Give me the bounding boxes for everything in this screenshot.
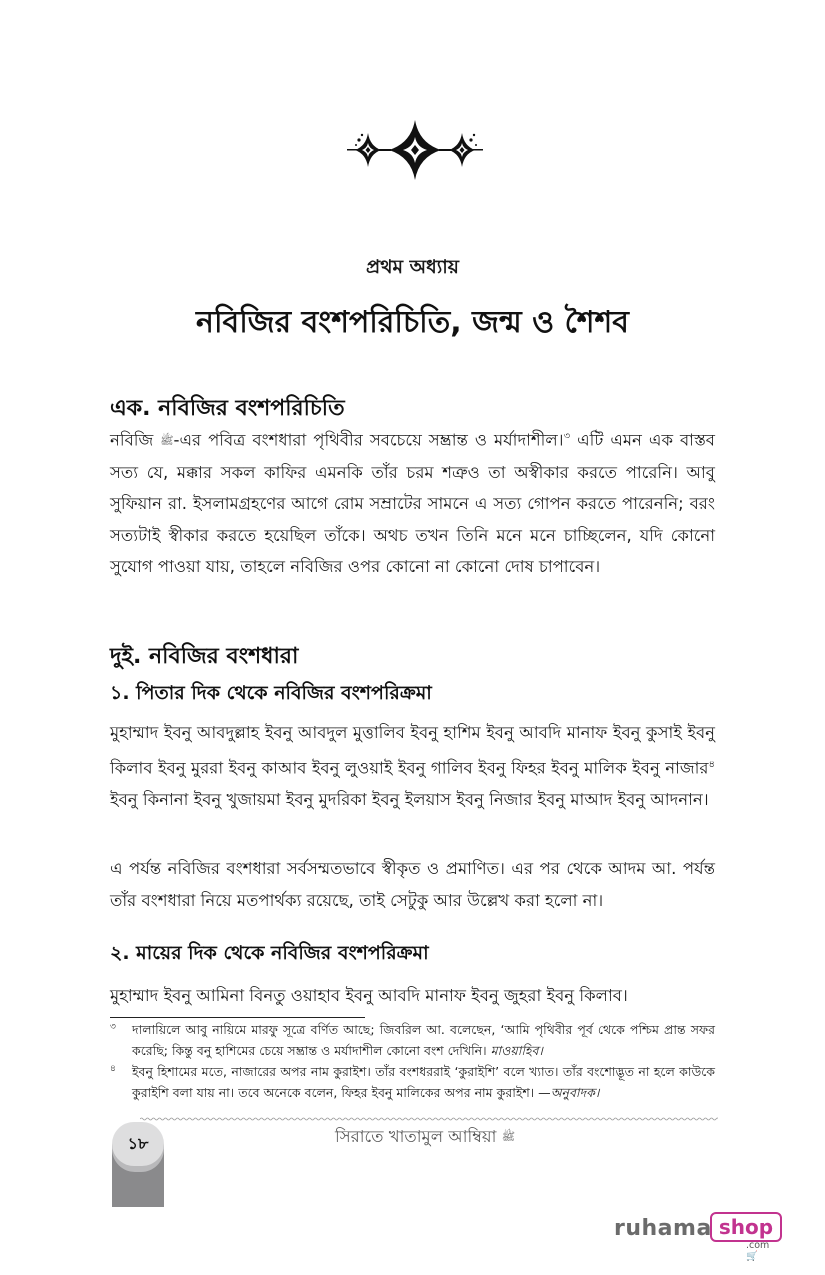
footnotes: [110, 1019, 715, 1103]
lineage-paragraph: [110, 717, 715, 815]
four-point-star-ornament-icon: [345, 115, 485, 185]
footnote-mark: ৪: [110, 1064, 116, 1074]
salawat-calligraphy-icon: ﷺ: [160, 434, 174, 448]
footnote-source: মাওয়াহিব।: [490, 1043, 543, 1058]
footnote-source: অনুবাদক।: [550, 1085, 600, 1100]
footnote-text: [132, 1019, 715, 1061]
paragraph-text: ইবনু কিনানা ইবনু খুজায়মা ইবনু মুদরিকা ইবনু ইলয়াস ইবনু নিজার ইবনু মাআদ ইবনু আদনান।: [110, 789, 709, 809]
section-paragraph: এ পর্যন্ত নবিজির বংশধারা সর্বসম্মতভাবে স্বীকৃত ও প্রমাণিত। এর পর থেকে আদম আ. পর্যন্ত তাঁর বংশধারা নিয়ে মতপার্থক্য রয়েছে, তাই সেটুকু আর উল্লেখ করা হলো না।: [110, 859, 715, 910]
logo-brand-part1: ruhama: [614, 1216, 712, 1241]
page-tab-circle: [112, 1122, 164, 1166]
page-number: ১৮: [127, 1133, 149, 1153]
paragraph-text: মুহাম্মাদ ইবনু আবদুল্লাহ ইবনু আবদুল মুত্তালিব ইবনু হাশিম ইবনু আবদি মানাফ ইবনু কুসাই ইবনু কিলাব ইবনু মুররা ইবনু কাআব ইবনু লুওয়াই ইবনু গালিব ইবনু ফিহর ইবনু মালিক ইবনু নাজার: [110, 723, 715, 777]
footnote-mark: ৩: [110, 1022, 116, 1032]
ruhamashop-logo: [614, 1210, 784, 1262]
running-title-text: সিরাতে খাতামুল আম্বিয়া: [335, 1127, 497, 1146]
paragraph-text: নবিজি: [110, 430, 161, 450]
section-heading: এক. নবিজির বংশপরিচিতি: [110, 396, 345, 421]
paragraph-text: এটি এমন এক বাস্তব সত্য যে, মক্কার সকল কাফির এমনকি তাঁর চরম শত্রুও তা অস্বীকার করতে পারেনি। আবু সুফিয়ান রা. ইসলামগ্রহণের আগে রোম সম্রাটের সামনে এ সত্য গোপন করতে পারেননি; বরং সত্যটাই স্বীকার করতে হয়েছিল তাঁকে। অথচ তখন তিনি মনে মনে চাচ্ছিলেন, যদি কোনো সুযোগ পাওয়া যায়, তাহলে নবিজির ওপর কোনো না কোনো দোষ চাপাবেন।: [110, 430, 715, 577]
section-paragraph: [110, 421, 715, 583]
footnote-reference[interactable]: ৩: [563, 431, 571, 442]
footnote-divider: [110, 1017, 365, 1018]
footnote: [110, 1019, 715, 1061]
footnote: [110, 1061, 715, 1103]
footnote-reference[interactable]: ৪: [708, 758, 715, 770]
page-number-tab: [112, 1122, 164, 1207]
chapter-title: নবিজির বংশপরিচিতি, জন্ম ও শৈশব: [196, 305, 629, 340]
running-title: [260, 1124, 590, 1151]
lineage-paragraph: মুহাম্মাদ ইবনু আমিনা বিনতু ওয়াহাব ইবনু আবদি মানাফ ইবনু জুহরা ইবনু কিলাব।: [110, 986, 628, 1005]
logo-shop-text: shop: [718, 1215, 774, 1239]
salawat-calligraphy-icon: ﷺ: [501, 1129, 515, 1143]
footnote-body: দালায়িলে আবু নায়িমে মারফু সূত্রে বর্ণিত আছে; জিবরিল আ. বলেছেন, ‘আমি পৃথিবীর পূর্ব থেকে পশ্চিম প্রান্ত সফর করেছি; কিন্তু বনু হাশিমের চেয়ে সম্ভ্রান্ত ও মর্যাদাশীল কোনো বংশ দেখিনি।: [132, 1022, 715, 1058]
shopping-cart-icon: 🛒: [746, 1251, 758, 1262]
footnote-text: [132, 1061, 715, 1103]
logo-brand-part2: [710, 1212, 782, 1242]
logo-domain-text: .com: [746, 1240, 770, 1251]
subsection-heading: ২. মায়ের দিক থেকে নবিজির বংশপরিক্রমা: [110, 942, 429, 964]
chapter-label: প্রথম অধ্যায়: [366, 256, 459, 278]
section-heading: দুই. নবিজির বংশধারা: [110, 644, 299, 669]
footer-wavy-divider: [140, 1116, 718, 1122]
logo-domain: [746, 1240, 784, 1262]
subsection-heading: ১. পিতার দিক থেকে নবিজির বংশপরিক্রমা: [110, 682, 432, 704]
footnote-body: ইবনু হিশামের মতে, নাজারের অপর নাম কুরাইশ। তাঁর বংশধররাই ‘কুরাইশি’ বলে খ্যাত। তাঁর বংশোদ্ভূত না হলে কাউকে কুরাইশি বলা যায় না। তবে অনেকে বলেন, ফিহর ইবনু মালিকের অপর নাম কুরাইশ। —: [132, 1064, 715, 1100]
paragraph-text: -এর পবিত্র বংশধারা পৃথিবীর সবচেয়ে সম্ভ্রান্ত ও মর্যাদাশীল।: [173, 430, 564, 450]
